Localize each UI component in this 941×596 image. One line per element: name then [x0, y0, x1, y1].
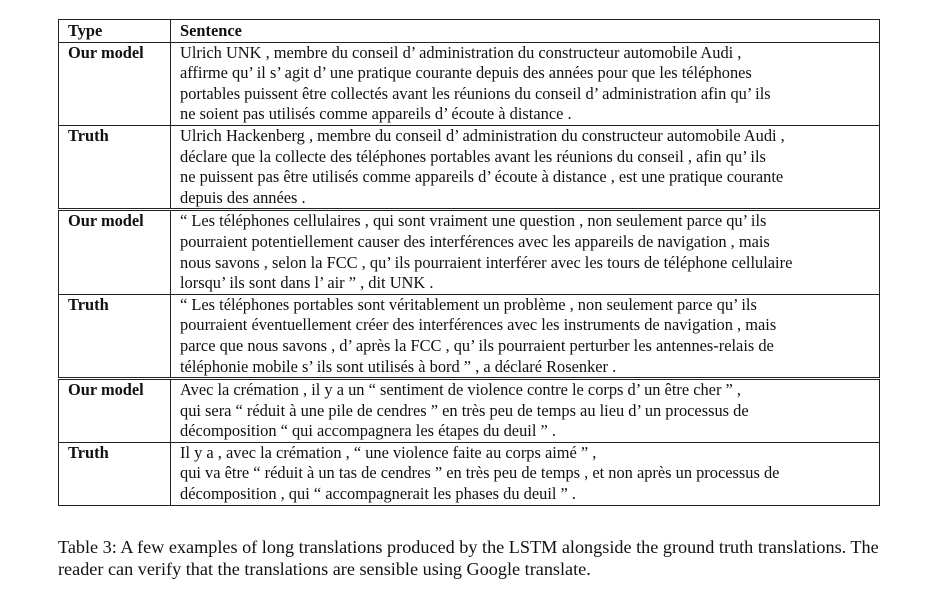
- row-sentence: [171, 210, 880, 294]
- row-type-label: Our model: [59, 210, 171, 294]
- row-sentence: [171, 442, 880, 505]
- sentence-line: portables puissent être collectés avant les réunions du conseil d’ administration afin qu’ ils: [180, 83, 771, 103]
- examples-table-container: [58, 19, 879, 506]
- row-sentence: [171, 125, 880, 209]
- table-caption: Table 3: A few examples of long translations produced by the LSTM alongside the ground truth translations. The reader can verify that the translations are sensible using Google translate.: [58, 537, 879, 579]
- row-type-label: Our model: [59, 379, 171, 443]
- table-header-row: [59, 20, 880, 43]
- sentence-line: nous savons , selon la FCC , qu’ ils pourraient interférer avec les tours de téléphone cellulaire: [180, 252, 793, 272]
- sentence-line: ne puissent pas être utilisés comme appareils d’ écoute à distance , est une pratique courante: [180, 167, 784, 187]
- table-row-example2-model: [59, 210, 880, 294]
- sentence-line: décomposition “ qui accompagnera les étapes du deuil ” .: [180, 421, 556, 441]
- sentence-line: “ Les téléphones portables sont véritablement un problème , non seulement parce qu’ ils: [180, 294, 757, 314]
- table-row-example3-truth: [59, 442, 880, 505]
- row-sentence: [171, 42, 880, 125]
- row-type-label: Truth: [59, 442, 171, 505]
- sentence-line: “ Les téléphones cellulaires , qui sont vraiment une question , non seulement parce qu’ ils: [180, 211, 767, 231]
- sentence-line: parce que nous savons , d’ après la FCC , qu’ ils pourraient perturber les antennes-relais de: [180, 335, 774, 355]
- sentence-line: qui va être “ réduit à un tas de cendres ” en très peu de temps , et non après un processus de: [180, 463, 780, 483]
- sentence-line: depuis des années .: [180, 187, 306, 207]
- row-sentence: [171, 294, 880, 378]
- sentence-line: Ulrich Hackenberg , membre du conseil d’ administration du constructeur automobile Audi ,: [180, 125, 785, 145]
- sentence-line: déclare que la collecte des téléphones portables avant les réunions du conseil , afin qu’ ils: [180, 146, 766, 166]
- table-row-example1-model: [59, 42, 880, 125]
- sentence-line: Il y a , avec la crémation , “ une violence faite au corps aimé ” ,: [180, 442, 597, 462]
- sentence-line: décomposition , qui “ accompagnerait les phases du deuil ” .: [180, 484, 576, 504]
- table-row-example3-model: [59, 379, 880, 443]
- header-sentence: Sentence: [171, 20, 880, 43]
- sentence-line: Avec la crémation , il y a un “ sentiment de violence contre le corps d’ un être cher ” ,: [180, 380, 741, 400]
- table-row-example1-truth: [59, 125, 880, 209]
- sentence-line: pourraient potentiellement causer des interférences avec les appareils de navigation , mais: [180, 231, 770, 251]
- row-type-label: Truth: [59, 125, 171, 209]
- table-row-example2-truth: [59, 294, 880, 378]
- sentence-line: affirme qu’ il s’ agit d’ une pratique courante depuis des années pour que les téléphones: [180, 63, 752, 83]
- sentence-line: téléphonie mobile s’ ils sont utilisés à bord ” , a déclaré Rosenker .: [180, 356, 617, 376]
- header-type: Type: [59, 20, 171, 43]
- row-type-label: Truth: [59, 294, 171, 378]
- sentence-line: qui sera “ réduit à une pile de cendres ” en très peu de temps au lieu d’ un processus de: [180, 400, 749, 420]
- sentence-line: Ulrich UNK , membre du conseil d’ administration du constructeur automobile Audi ,: [180, 42, 742, 62]
- row-type-label: Our model: [59, 42, 171, 125]
- translation-examples-table: [58, 19, 880, 506]
- sentence-line: pourraient éventuellement créer des interférences avec les instruments de navigation , mais: [180, 315, 777, 335]
- sentence-line: lorsqu’ ils sont dans l’ air ” , dit UNK .: [180, 273, 434, 293]
- row-sentence: [171, 379, 880, 443]
- sentence-line: ne soient pas utilisés comme appareils d’ écoute à distance .: [180, 104, 572, 124]
